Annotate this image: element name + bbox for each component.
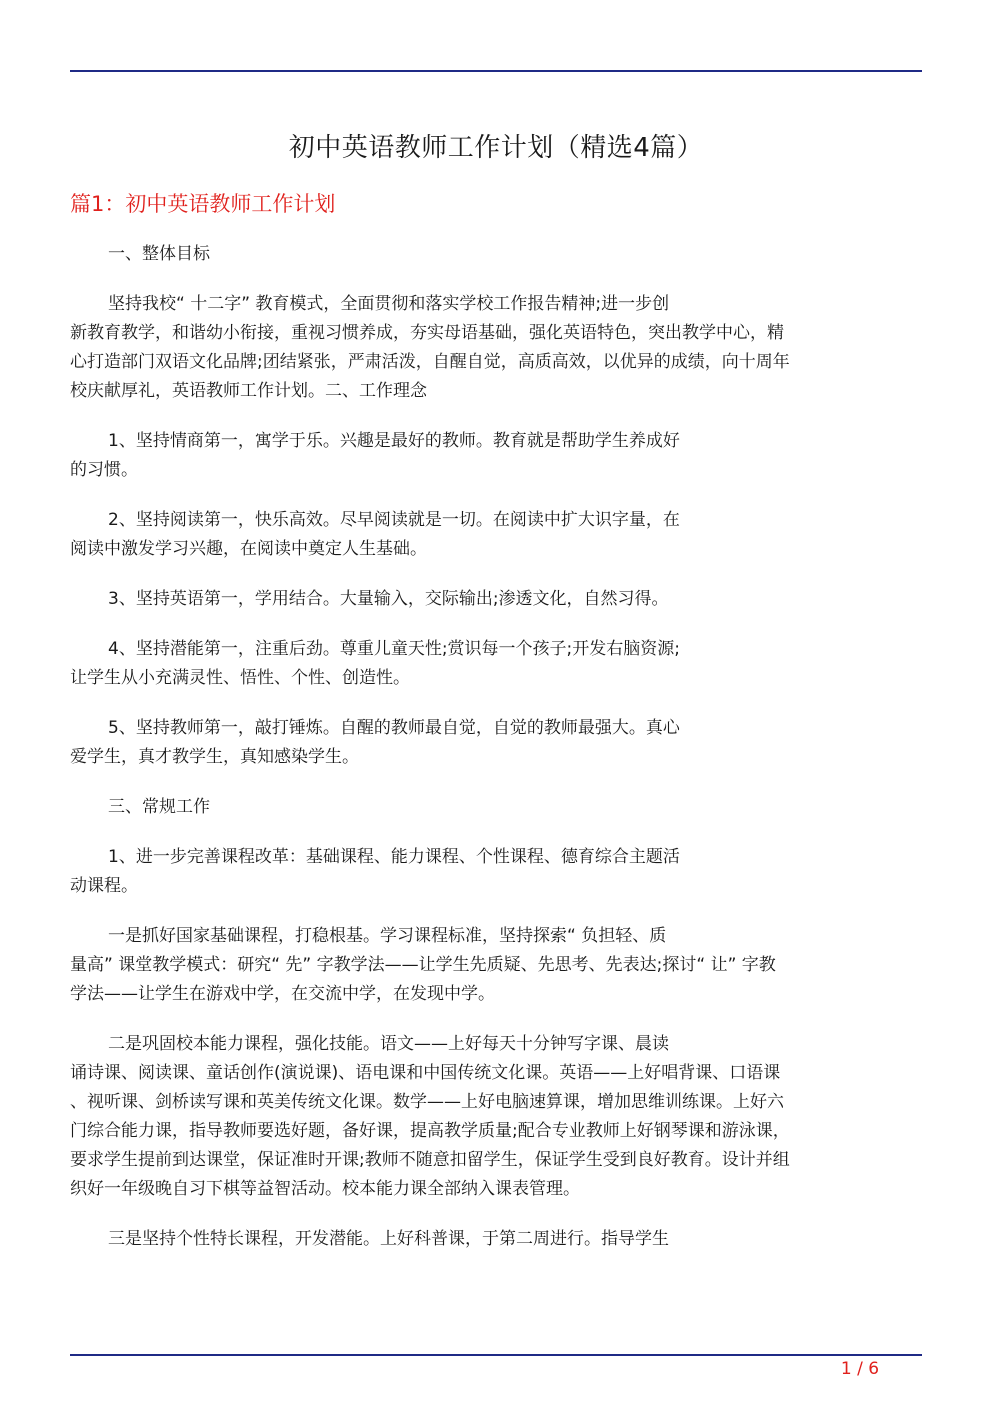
paragraph <box>70 1030 922 1204</box>
text-line: 学法——让学生在游戏中学，在交流中学，在发现中学。 <box>70 984 495 1004</box>
text-line: 爱学生，真才教学生，真知感染学生。 <box>70 747 359 767</box>
text-line: 要求学生提前到达课堂，保证准时开课;教师不随意扣留学生，保证学生受到良好教育。设计并组 <box>70 1150 790 1170</box>
text-line: 诵诗课、阅读课、童话创作(演说课)、语电课和中国传统文化课。英语——上好唱背课、口语课 <box>70 1063 781 1083</box>
footer-rule <box>70 1354 922 1356</box>
text-line: 门综合能力课，指导教师要选好题，备好课，提高教学质量;配合专业教师上好钢琴课和游泳课， <box>70 1121 790 1141</box>
text-line: 1、坚持情商第一，寓学于乐。兴趣是最好的教师。教育就是帮助学生养成好 <box>108 431 680 451</box>
paragraph <box>70 585 922 614</box>
text-line: 动课程。 <box>70 876 138 896</box>
text-line: 4、坚持潜能第一，注重后劲。尊重儿童天性;赏识每一个孩子;开发右脑资源; <box>108 639 680 659</box>
paragraph <box>70 506 922 564</box>
text-line: 让学生从小充满灵性、悟性、个性、创造性。 <box>70 668 410 688</box>
paragraph <box>70 635 922 693</box>
paragraph <box>70 290 922 406</box>
text-line: 一、整体目标 <box>108 244 210 264</box>
text-line: 1、进一步完善课程改革：基础课程、能力课程、个性课程、德育综合主题活 <box>108 847 680 867</box>
paragraph <box>70 714 922 772</box>
paragraph <box>70 922 922 1009</box>
text-line: 心打造部门双语文化品牌;团结紧张，严肃活泼，自醒自觉，高质高效，以优异的成绩，向十周年 <box>70 352 790 372</box>
text-line: 三是坚持个性特长课程，开发潜能。上好科普课，于第二周进行。指导学生 <box>108 1229 669 1249</box>
text-line: 新教育教学，和谐幼小衔接，重视习惯养成，夯实母语基础，强化英语特色，突出教学中心，精 <box>70 323 784 343</box>
section-heading: 篇1：初中英语教师工作计划 <box>70 192 336 216</box>
text-line: 坚持我校“ 十二字” 教育模式，全面贯彻和落实学校工作报告精神;进一步创 <box>108 294 670 314</box>
paragraph <box>70 1225 922 1254</box>
text-line: 二是巩固校本能力课程，强化技能。语文——上好每天十分钟写字课、晨读 <box>108 1034 669 1054</box>
paragraph <box>70 240 922 269</box>
text-line: 量高” 课堂教学模式：研究“ 先” 字教学法——让学生先质疑、先思考、先表达;探讨“ 让” 字教 <box>70 955 776 975</box>
text-line: 三、常规工作 <box>108 797 210 817</box>
text-line: 的习惯。 <box>70 460 138 480</box>
paragraph <box>70 427 922 485</box>
text-line: 织好一年级晚自习下棋等益智活动。校本能力课全部纳入课表管理。 <box>70 1179 580 1199</box>
text-line: 阅读中激发学习兴趣，在阅读中奠定人生基础。 <box>70 539 427 559</box>
paragraph <box>70 793 922 822</box>
text-line: 校庆献厚礼，英语教师工作计划。二、工作理念 <box>70 381 427 401</box>
document-body <box>70 240 922 1275</box>
text-line: 3、坚持英语第一，学用结合。大量输入，交际输出;渗透文化，自然习得。 <box>108 589 669 609</box>
text-line: 、视听课、剑桥读写课和英美传统文化课。数学——上好电脑速算课，增加思维训练课。上好六 <box>70 1092 784 1112</box>
text-line: 2、坚持阅读第一，快乐高效。尽早阅读就是一切。在阅读中扩大识字量，在 <box>108 510 680 530</box>
text-line: 5、坚持教师第一，敲打锤炼。自醒的教师最自觉，自觉的教师最强大。真心 <box>108 718 680 738</box>
paragraph <box>70 843 922 901</box>
document-title: 初中英语教师工作计划（精选4篇） <box>288 133 704 163</box>
header-rule <box>70 70 922 72</box>
text-line: 一是抓好国家基础课程，打稳根基。学习课程标准，坚持探索“ 负担轻、质 <box>108 926 667 946</box>
page-number: 1 / 6 <box>840 1359 880 1379</box>
